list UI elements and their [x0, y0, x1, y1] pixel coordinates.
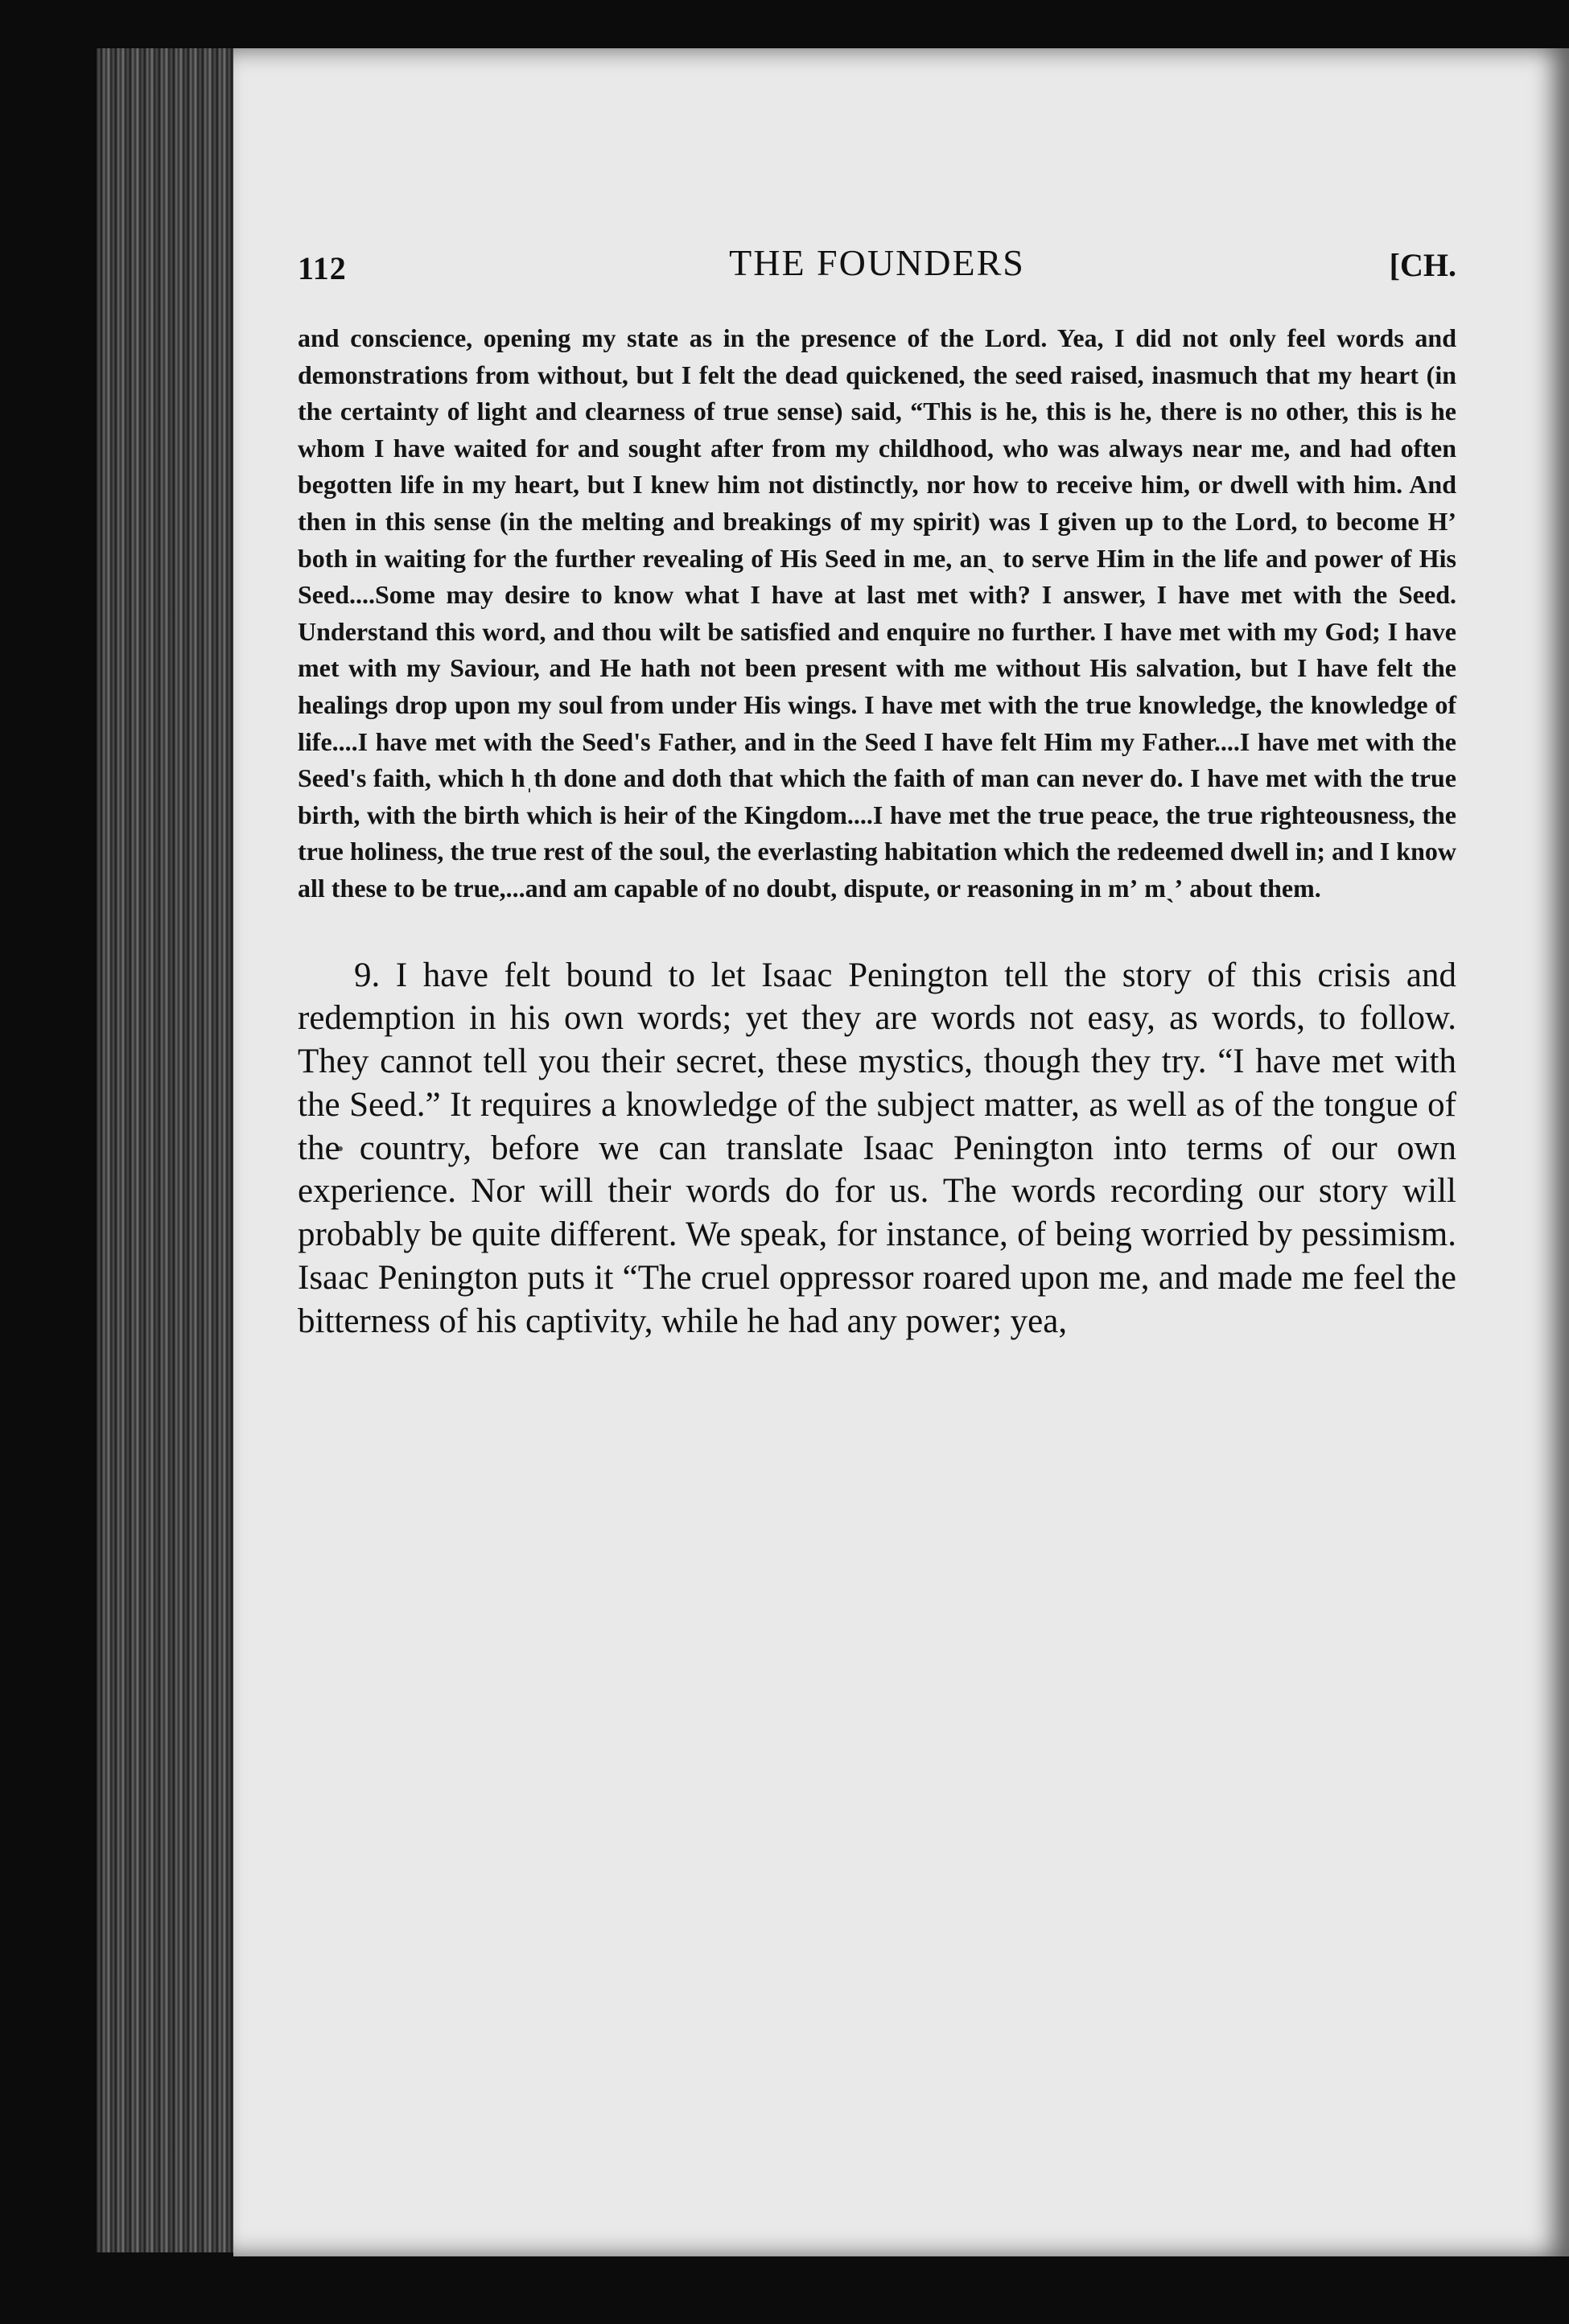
quoted-text: and conscience, opening my state as in the presence of the Lord. Yea, I did not only feel words and demonstrations from without, but I felt the dead quickened, the seed raised, inasmuch that my heart (in the certainty of light and clearness of true sense) said, “This is he, this is he, there is no other, this is he whom I have waited for and sought after from my childhood, who was always near me, and had often begotten life in my heart, but I knew him not distinctly, nor how to receive him, or dwell with him. And then in this sense (in the melting and breakings of my spirit) was I given up to the Lord, to become H’ both in waiting for the further revealing of His Seed in me, anˎ to serve Him in the life and power of His Seed....Some may desire to know what I have at last met with? I answer, I have met with the Seed. Understand this word, and thou wilt be satisfied and enquire no further. I have met with my God; I have met with my Saviour, and He hath not been present with me without His salvation, but I have felt the healings drop upon my soul from under His wings. I have met with the true knowledge, the knowledge of life....I have met with the Seed's Father, and in the Seed I have felt Him my Father....I have met with the Seed's faith, which hˌth done and doth that which the faith of man can never do. I have met with the true birth, with the birth which is heir of the Kingdom....I have met the true peace, the true righteousness, the true holiness, the true rest of the soul, the everlasting habitation which the redeemed dwell in; and I know all these to be true,...and am capable of no doubt, dispute, or reasoning in mʼ mˎʼ about them. — [298, 323, 1456, 903]
running-title: THE FOUNDERS — [729, 242, 1025, 283]
chapter-marker: [CH. — [1389, 247, 1456, 283]
paragraph: 9. I have felt bound to let Isaac Penington tell the story of this crisis and redemption in his own words; yet they are words not easy, as words, to follow. They cannot tell you their secret, these mystics, though they try. “I have met with the Seed.” It requires a knowledge of the subject matter, as well as of the tongue of the country, before we can translate Isaac Penington into terms of our own experience. Nor will their words do for us. The words recording our story will probably be quite different. We speak, for instance, of being worried by pessimism. Isaac Penington puts it “The cruel oppressor roared upon me, and made me feel the bitterness of his captivity, while he had any power; yea, — [298, 956, 1456, 1340]
page-content — [298, 241, 1456, 1343]
page-number: 112 — [298, 250, 347, 286]
running-head — [298, 241, 1456, 298]
quoted-passage — [298, 320, 1456, 907]
body-text — [298, 954, 1456, 1343]
